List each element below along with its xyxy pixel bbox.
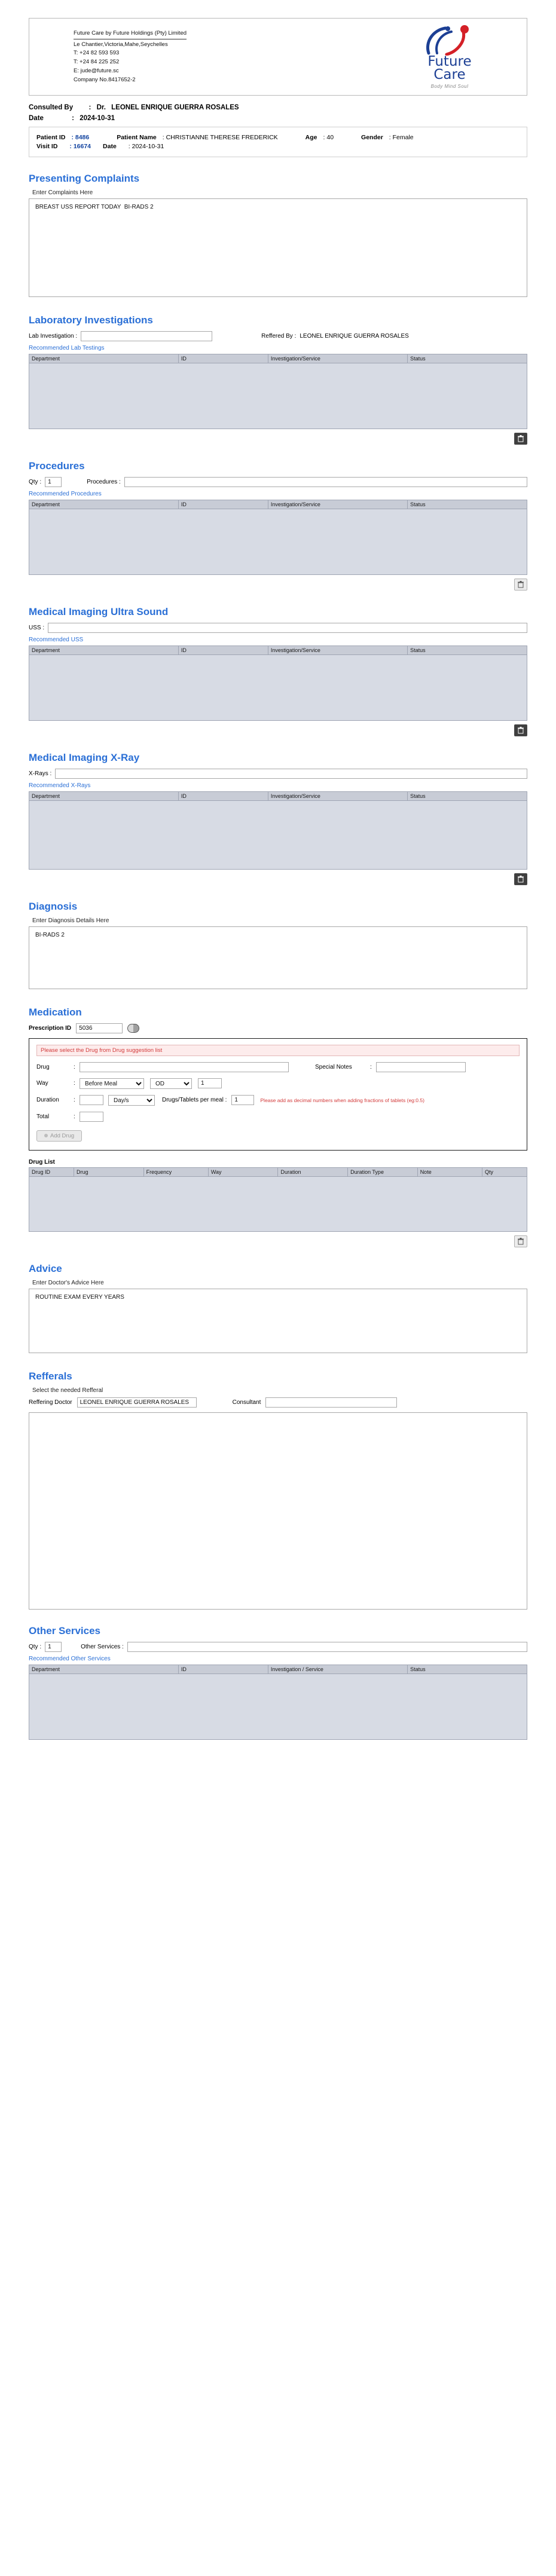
section-title-presenting-complaints: Presenting Complaints bbox=[29, 172, 140, 184]
xray-table bbox=[29, 791, 527, 870]
patient-name-label: Patient Name bbox=[117, 133, 157, 141]
lab-col-status: Status bbox=[408, 354, 527, 363]
uss-label: USS : bbox=[29, 624, 45, 631]
drug-label: Drug bbox=[36, 1063, 50, 1070]
duration-input[interactable] bbox=[80, 1095, 103, 1105]
special-notes-input[interactable] bbox=[376, 1062, 466, 1072]
drug-list-body-row bbox=[29, 1176, 527, 1231]
xray-table-header-row bbox=[29, 791, 527, 800]
section-title-medical-imaging-ultrasound: Medical Imaging Ultra Sound bbox=[29, 605, 169, 617]
consulted-by-row bbox=[29, 104, 527, 111]
consultant-input[interactable] bbox=[265, 1397, 397, 1408]
uss-table-empty-cell bbox=[29, 654, 527, 720]
drug-colon: : bbox=[74, 1063, 75, 1070]
recommended-lab-testings-label: Recommended Lab Testings bbox=[29, 344, 105, 351]
complaints-textarea[interactable] bbox=[29, 198, 527, 297]
lab-reffered-by-value: LEONEL ENRIQUE GUERRA ROSALES bbox=[300, 332, 409, 339]
patient-name-value: : CHRISTIANNE THERESE FREDERICK bbox=[162, 133, 278, 141]
drug-col-duration-type: Duration Type bbox=[348, 1167, 418, 1176]
other-services-qty-input[interactable] bbox=[45, 1642, 62, 1652]
drug-input[interactable] bbox=[80, 1062, 289, 1072]
total-input[interactable] bbox=[80, 1112, 103, 1122]
section-title-refferals: Refferals bbox=[29, 1370, 72, 1382]
clinic-email: E: jude@future.sc bbox=[74, 67, 119, 74]
uss-table bbox=[29, 645, 527, 721]
lab-results-table bbox=[29, 354, 527, 429]
uss-row bbox=[29, 623, 527, 633]
section-title-medication: Medication bbox=[29, 1006, 82, 1018]
visit-date-label: Date bbox=[103, 142, 117, 150]
procedures-table bbox=[29, 500, 527, 575]
procedures-label: Procedures : bbox=[87, 478, 121, 485]
other-services-qty-label: Qty : bbox=[29, 1643, 42, 1650]
xray-col-investigation: Investigation/Service bbox=[268, 791, 407, 800]
other-services-row bbox=[29, 1642, 527, 1652]
consult-date-row bbox=[29, 115, 527, 122]
xray-row bbox=[29, 769, 527, 779]
drug-col-id: Drug ID bbox=[29, 1167, 74, 1176]
lab-col-department: Department bbox=[29, 354, 179, 363]
lab-reffered-by-label: Reffered By : bbox=[261, 332, 297, 339]
section-title-laboratory-investigations: Laboratory Investigations bbox=[29, 314, 153, 326]
diagnosis-textarea[interactable] bbox=[29, 926, 527, 989]
drug-list-table bbox=[29, 1167, 527, 1232]
total-colon: : bbox=[74, 1113, 75, 1120]
lab-investigation-row bbox=[29, 331, 527, 341]
section-title-other-services: Other Services bbox=[29, 1624, 101, 1636]
other-services-table bbox=[29, 1665, 527, 1740]
drug-list-delete-row bbox=[29, 1235, 527, 1247]
xray-table-empty-cell bbox=[29, 800, 527, 869]
uss-input[interactable] bbox=[48, 623, 527, 633]
procedures-qty-label: Qty : bbox=[29, 478, 42, 485]
trash-icon-xray[interactable] bbox=[514, 873, 527, 885]
section-title-advice: Advice bbox=[29, 1262, 62, 1274]
clinic-company-no: Company No.8417652-2 bbox=[74, 76, 136, 83]
patient-info-box bbox=[29, 127, 527, 157]
procedures-col-investigation: Investigation/Service bbox=[268, 500, 407, 509]
xray-input[interactable] bbox=[55, 769, 527, 779]
lab-table-header-row bbox=[29, 354, 527, 363]
procedures-col-id: ID bbox=[178, 500, 268, 509]
total-label: Total bbox=[36, 1113, 50, 1120]
drug-list-label: Drug List bbox=[29, 1158, 55, 1165]
xray-col-status: Status bbox=[408, 791, 527, 800]
total-row bbox=[36, 1112, 520, 1122]
duration-row bbox=[36, 1095, 520, 1106]
xray-label: X-Rays : bbox=[29, 770, 52, 777]
other-col-id: ID bbox=[178, 1665, 268, 1674]
duration-label: Duration bbox=[36, 1097, 59, 1104]
recommended-other-services-label: Recommended Other Services bbox=[29, 1655, 111, 1662]
drug-list-header-row bbox=[29, 1167, 527, 1176]
drug-col-frequency: Frequency bbox=[143, 1167, 208, 1176]
procedures-delete-row bbox=[29, 579, 527, 591]
other-col-investigation: Investigation / Service bbox=[268, 1665, 407, 1674]
consultant-label: Consultant bbox=[232, 1399, 261, 1406]
reffering-doctor-input[interactable] bbox=[77, 1397, 197, 1408]
other-col-department: Department bbox=[29, 1665, 179, 1674]
other-services-label: Other Services : bbox=[81, 1643, 124, 1650]
patient-id-label: Patient ID bbox=[36, 133, 66, 141]
uss-table-body-row bbox=[29, 654, 527, 720]
patient-info-row-2 bbox=[36, 143, 520, 150]
prescription-id-input[interactable] bbox=[76, 1023, 123, 1033]
drug-selection-warning: Please select the Drug from Drug suggestion list bbox=[36, 1045, 520, 1056]
drug-col-drug: Drug bbox=[74, 1167, 143, 1176]
consulted-by-doctor: LEONEL ENRIQUE GUERRA ROSALES bbox=[111, 103, 239, 111]
xray-col-department: Department bbox=[29, 791, 179, 800]
visit-date-value: : 2024-10-31 bbox=[128, 142, 164, 150]
procedures-col-status: Status bbox=[408, 500, 527, 509]
xray-col-id: ID bbox=[178, 791, 268, 800]
per-meal-input[interactable] bbox=[231, 1095, 254, 1105]
uss-col-investigation: Investigation/Service bbox=[268, 645, 407, 654]
clinic-phone-2: T: +24 84 225 252 bbox=[74, 59, 120, 66]
clinic-logo bbox=[399, 25, 518, 89]
trash-icon-procedures[interactable] bbox=[514, 579, 527, 591]
lab-investigation-input[interactable] bbox=[81, 331, 212, 341]
procedures-row bbox=[29, 477, 527, 487]
recommended-uss-label: Recommended USS bbox=[29, 636, 84, 643]
add-drug-button-label: Add Drug bbox=[50, 1132, 75, 1139]
procedures-table-header-row bbox=[29, 500, 527, 509]
section-title-diagnosis: Diagnosis bbox=[29, 900, 78, 912]
clinic-address: Le Chantier,Victoria,Mahe,Seychelles bbox=[74, 41, 168, 48]
logo-mark-icon bbox=[417, 25, 482, 56]
patient-info-row-1 bbox=[36, 134, 520, 141]
lab-col-investigation: Investigation/Service bbox=[268, 354, 407, 363]
drug-row bbox=[36, 1062, 520, 1072]
way-row bbox=[36, 1078, 520, 1089]
per-meal-label: Drugs/Tablets per meal : bbox=[162, 1097, 227, 1104]
consult-date-value: 2024-10-31 bbox=[80, 114, 115, 122]
refferals-panel[interactable] bbox=[29, 1412, 527, 1610]
procedures-table-body-row bbox=[29, 509, 527, 574]
uss-col-id: ID bbox=[178, 645, 268, 654]
clinic-address-block bbox=[38, 25, 187, 84]
trash-icon-uss[interactable] bbox=[514, 724, 527, 736]
logo-line-2: Care bbox=[433, 66, 466, 82]
consulted-by-colon: : bbox=[88, 103, 91, 111]
lab-delete-row bbox=[29, 433, 527, 445]
clinic-header bbox=[29, 18, 527, 96]
consult-date-label: Date bbox=[29, 114, 44, 122]
procedures-table-empty-cell bbox=[29, 509, 527, 574]
patient-id-value: : 8486 bbox=[71, 133, 90, 141]
advice-sub-label: Enter Doctor's Advice Here bbox=[32, 1279, 104, 1286]
procedures-qty-input[interactable] bbox=[45, 477, 62, 487]
patient-age-label: Age bbox=[305, 133, 317, 141]
complaints-sub-label: Enter Complaints Here bbox=[32, 189, 93, 196]
section-title-medical-imaging-xray: Medical Imaging X-Ray bbox=[29, 751, 140, 763]
frequency-select[interactable] bbox=[150, 1078, 192, 1089]
plus-icon bbox=[44, 1134, 48, 1137]
xray-delete-row bbox=[29, 873, 527, 885]
other-services-empty-cell bbox=[29, 1674, 527, 1739]
other-services-input[interactable] bbox=[127, 1642, 527, 1652]
recommended-procedures-label: Recommended Procedures bbox=[29, 490, 102, 497]
logo-tagline: Body Mind Soul bbox=[430, 83, 469, 89]
patient-gender-label: Gender bbox=[361, 133, 383, 141]
visit-id-value: : 16674 bbox=[69, 142, 91, 150]
drug-col-way: Way bbox=[208, 1167, 278, 1176]
prescription-id-row bbox=[29, 1023, 527, 1033]
duration-colon: : bbox=[74, 1097, 75, 1104]
drug-col-duration: Duration bbox=[278, 1167, 348, 1176]
visit-id-label: Visit ID bbox=[36, 142, 58, 150]
lab-col-id: ID bbox=[178, 354, 268, 363]
way-label: Way bbox=[36, 1080, 48, 1087]
procedures-col-department: Department bbox=[29, 500, 179, 509]
add-drug-button[interactable] bbox=[36, 1130, 82, 1142]
drug-col-qty: Qty bbox=[482, 1167, 527, 1176]
refferals-row bbox=[29, 1397, 527, 1408]
prescription-id-label: Prescription ID bbox=[29, 1024, 72, 1032]
clinic-name: Future Care by Future Holdings (Pty) Limited bbox=[74, 29, 187, 39]
uss-col-department: Department bbox=[29, 645, 179, 654]
other-col-status: Status bbox=[408, 1665, 527, 1674]
other-services-header-row bbox=[29, 1665, 527, 1674]
drug-list-empty-cell bbox=[29, 1176, 527, 1231]
way-colon: : bbox=[74, 1080, 75, 1087]
trash-icon-lab[interactable] bbox=[514, 433, 527, 445]
patient-age-value: : 40 bbox=[323, 133, 334, 141]
uss-table-header-row bbox=[29, 645, 527, 654]
trash-icon-drug-list[interactable] bbox=[514, 1235, 527, 1247]
medication-entry-panel bbox=[29, 1038, 527, 1151]
procedures-input[interactable] bbox=[124, 477, 527, 487]
consult-date-colon: : bbox=[72, 114, 74, 122]
consulted-by-doctor-prefix: Dr. bbox=[96, 103, 106, 111]
logo-text bbox=[427, 56, 471, 82]
section-title-procedures: Procedures bbox=[29, 460, 85, 472]
consulted-by-label: Consulted By bbox=[29, 103, 74, 111]
way-select[interactable] bbox=[80, 1078, 144, 1089]
uss-delete-row bbox=[29, 724, 527, 736]
logo-line-1: Future bbox=[427, 54, 472, 69]
drug-col-note: Note bbox=[417, 1167, 482, 1176]
refferals-sub-label: Select the needed Refferal bbox=[32, 1387, 103, 1394]
duration-unit-select[interactable] bbox=[108, 1095, 155, 1106]
patient-gender-value: : Female bbox=[389, 133, 414, 141]
uss-col-status: Status bbox=[408, 645, 527, 654]
recommended-xrays-label: Recommended X-Rays bbox=[29, 782, 91, 789]
special-notes-label: Special Notes bbox=[315, 1063, 352, 1070]
pill-icon bbox=[127, 1024, 139, 1033]
decimal-note: Please add as decimal numbers when adding fractions of tablets (eg:0.5) bbox=[260, 1097, 424, 1103]
other-services-body-row bbox=[29, 1674, 527, 1739]
reffering-doctor-label: Reffering Doctor bbox=[29, 1399, 72, 1406]
clinic-phone-1: T: +24 82 593 593 bbox=[74, 50, 120, 57]
xray-table-body-row bbox=[29, 800, 527, 869]
special-notes-colon: : bbox=[370, 1063, 372, 1070]
lab-table-empty-cell bbox=[29, 363, 527, 429]
diagnosis-sub-label: Enter Diagnosis Details Here bbox=[32, 917, 109, 924]
lab-table-body-row bbox=[29, 363, 527, 429]
advice-textarea[interactable] bbox=[29, 1289, 527, 1353]
frequency-qty-input[interactable] bbox=[198, 1078, 222, 1088]
lab-investigation-label: Lab Investigation : bbox=[29, 332, 78, 339]
